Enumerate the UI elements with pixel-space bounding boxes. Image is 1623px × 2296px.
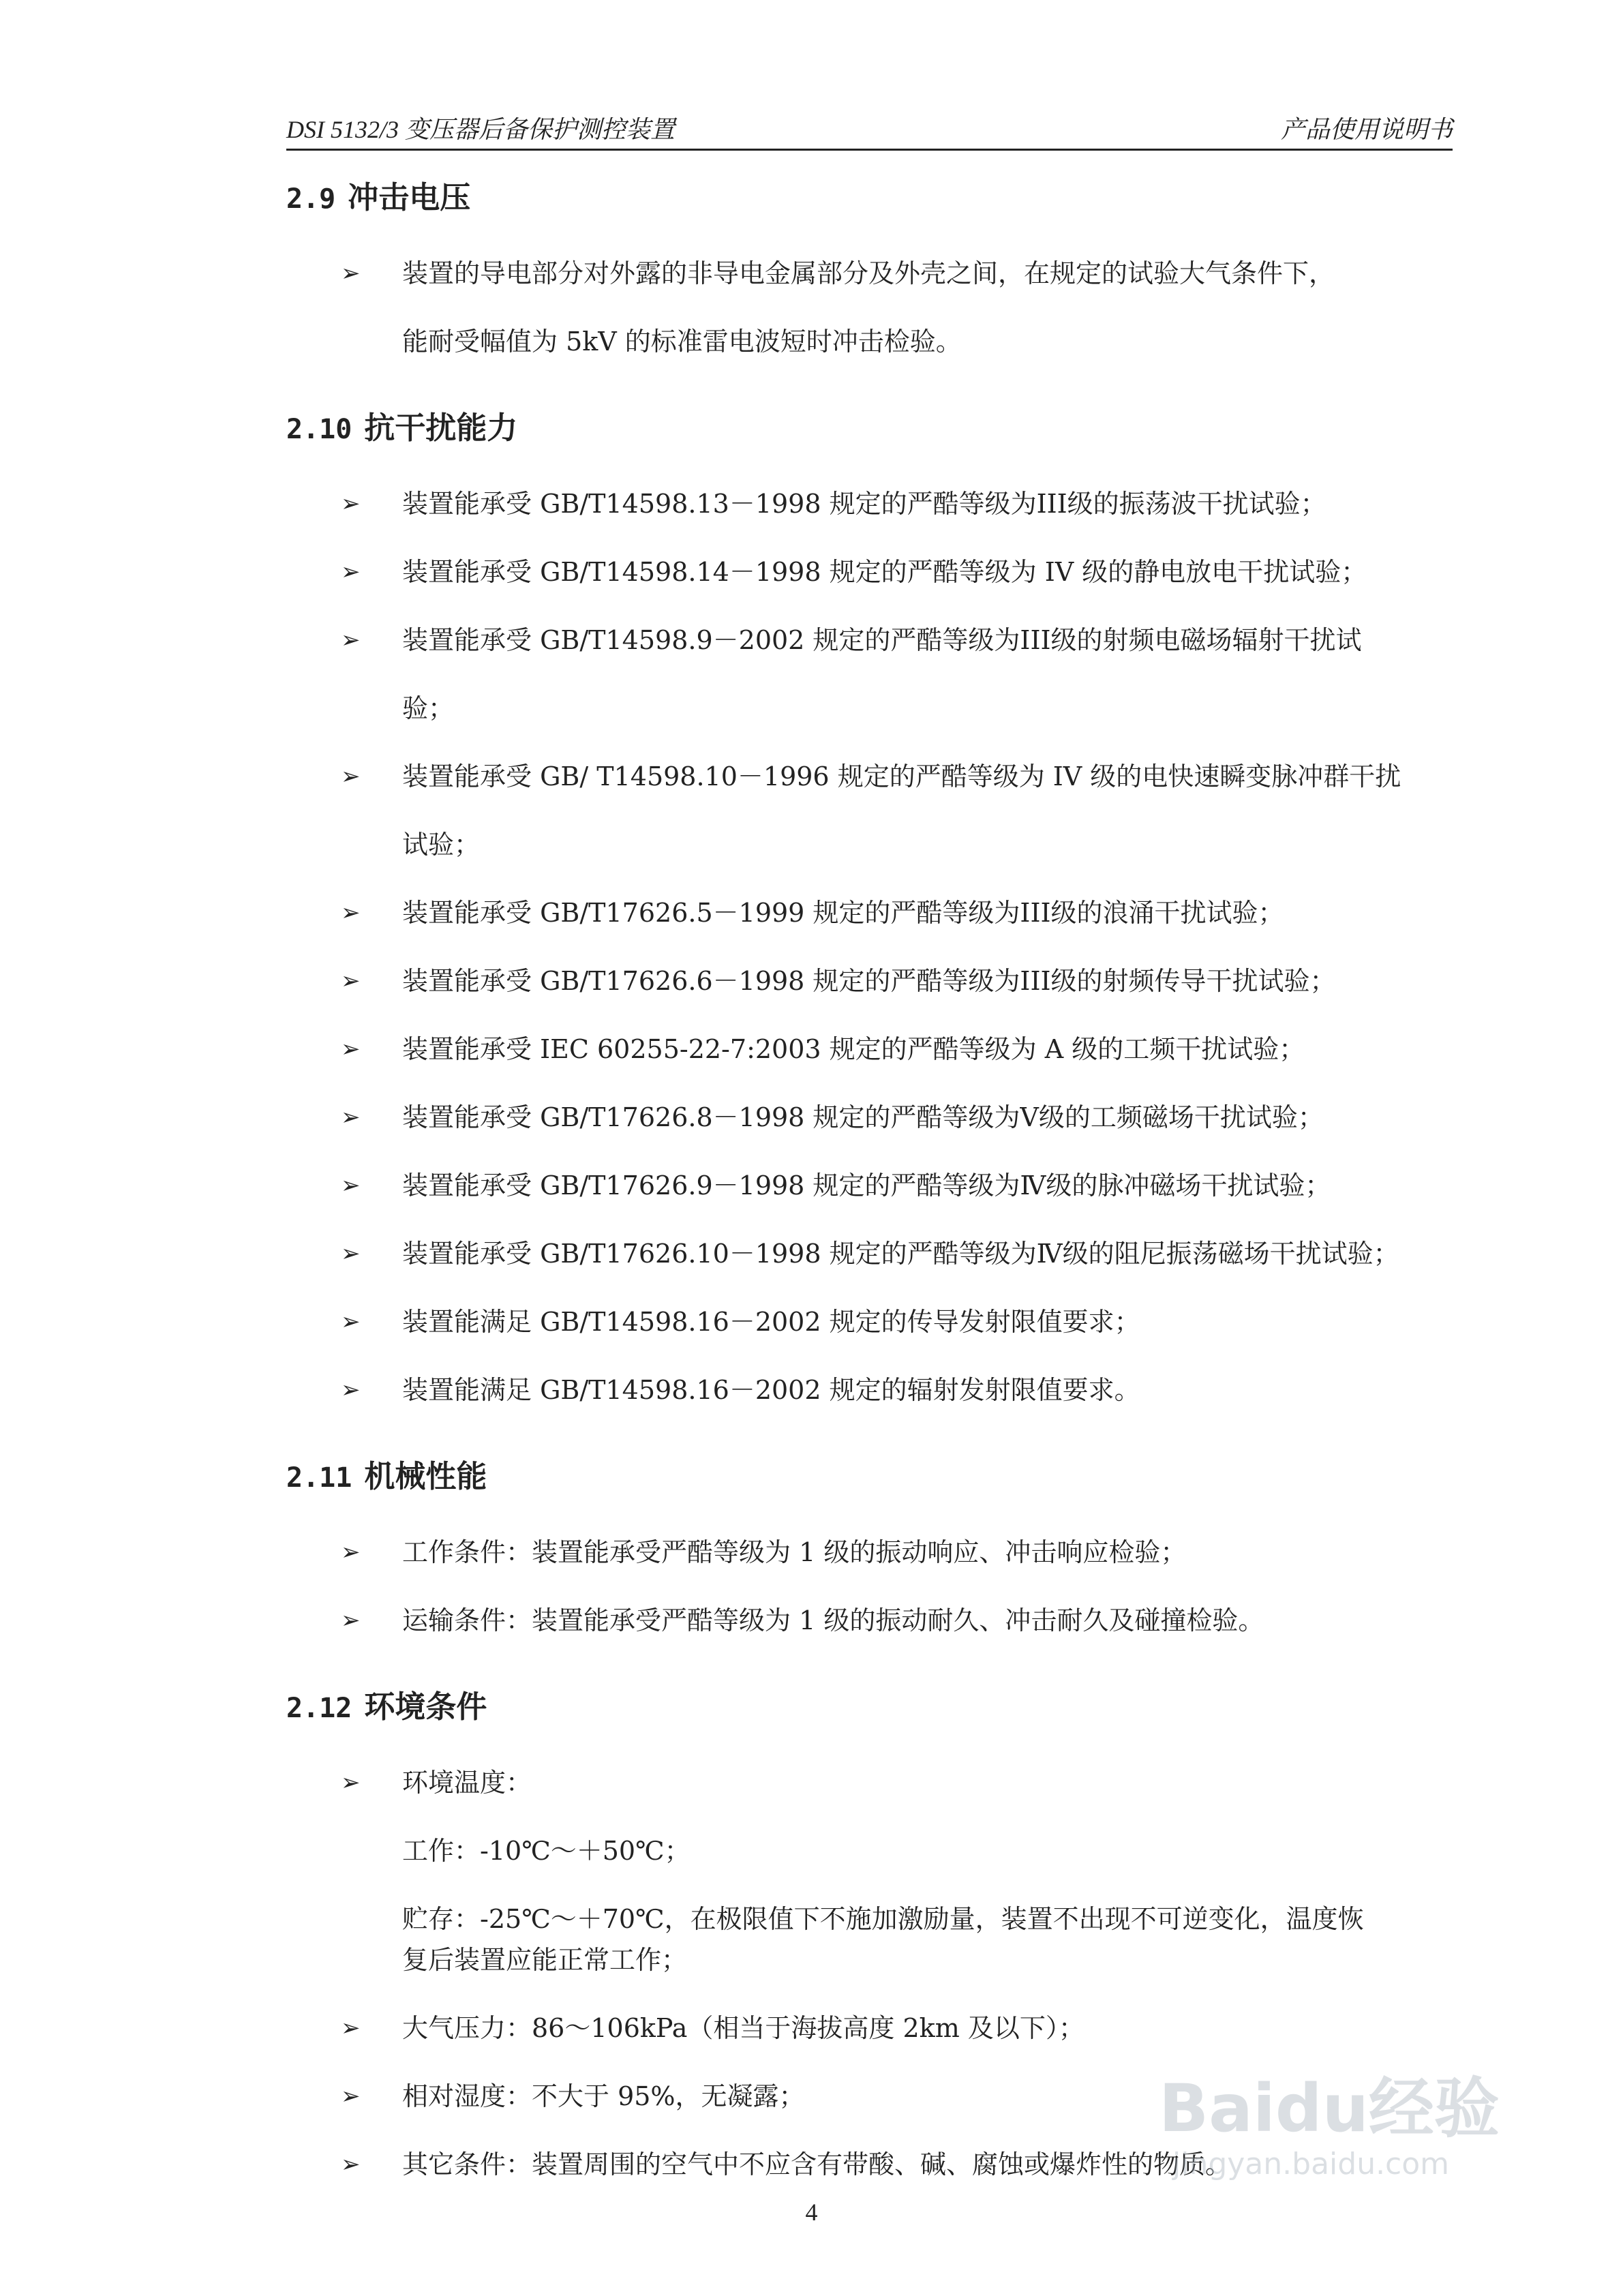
list-item: ➢ 装置能承受 GB/T17626.10－1998 规定的严酷等级为Ⅳ级的阻尼振荡磁场干扰试验； — [286, 1220, 1453, 1288]
list-item: ➢ 装置能承受 GB/T17626.9－1998 规定的严酷等级为Ⅳ级的脉冲磁场干扰试验； — [286, 1151, 1453, 1220]
list-item: ➢ 装置能承受 GB/ T14598.10－1996 规定的严酷等级为 IV 级的电快速瞬变脉冲群干扰 — [286, 742, 1453, 811]
section-list-2-11 — [286, 1518, 1453, 1655]
arrow-bullet-icon: ➢ — [341, 260, 361, 287]
list-item: ➢ 装置能承受 IEC 60255-22-7:2003 规定的严酷等级为 A 级的工频干扰试验； — [286, 1015, 1453, 1083]
arrow-bullet-icon: ➢ — [341, 1308, 361, 1335]
list-item: ➢ 工作条件：装置能承受严酷等级为 1 级的振动响应、冲击响应检验； — [286, 1518, 1453, 1586]
temperature-working-range: 工作：-10℃～＋50℃； — [402, 1836, 691, 1866]
section-title-2-12: 2.12 环境条件 — [286, 1689, 487, 1725]
list-item: ➢ 装置能承受 GB/T17626.8－1998 规定的严酷等级为Ⅴ级的工频磁场干扰试验； — [286, 1083, 1453, 1151]
list-item: ➢ 装置能承受 GB/T14598.14－1998 规定的严酷等级为 IV 级的静电放电干扰试验； — [286, 538, 1453, 606]
baidu-jingyan-watermark — [1159, 2070, 1541, 2181]
list-item-continuation: 验； — [402, 693, 455, 723]
list-item: ➢ 装置能承受 GB/T17626.6－1998 规定的严酷等级为III级的射频传导干扰试验； — [286, 947, 1453, 1015]
section-list-2-10 — [286, 470, 1453, 1424]
temperature-storage-range: 贮存：-25℃～＋70℃，在极限值下不施加激励量，装置不出现不可逆变化，温度恢 — [402, 1904, 1364, 1934]
temperature-storage-continuation: 复后装置应能正常工作； — [402, 1945, 688, 1975]
arrow-bullet-icon: ➢ — [341, 899, 361, 926]
list-item: ➢ 相对湿度：不大于 95%，无凝露； — [286, 2062, 1453, 2130]
list-item: ➢ 装置能承受 GB/T17626.5－1999 规定的严酷等级为III级的浪涌干扰试验； — [286, 879, 1453, 947]
list-item: ➢ 装置能承受 GB/T14598.9－2002 规定的严酷等级为III级的射频电磁场辐射干扰试 — [286, 606, 1453, 674]
section-list-2-9 — [286, 239, 1453, 376]
section-title-2-11: 2.11 机械性能 — [286, 1458, 487, 1494]
section-title-2-10: 2.10 抗干扰能力 — [286, 410, 518, 446]
list-item-continuation: 能耐受幅值为 5kV 的标准雷电波短时冲击检验。 — [402, 327, 962, 357]
arrow-bullet-icon: ➢ — [341, 967, 361, 995]
list-item: ➢ 装置能承受 GB/T14598.13－1998 规定的严酷等级为III级的振荡波干扰试验； — [286, 470, 1453, 538]
arrow-bullet-icon: ➢ — [341, 558, 361, 586]
arrow-bullet-icon: ➢ — [341, 1036, 361, 1063]
arrow-bullet-icon: ➢ — [341, 1376, 361, 1404]
list-item: ➢ 运输条件：装置能承受严酷等级为 1 级的振动耐久、冲击耐久及碰撞检验。 — [286, 1586, 1453, 1655]
arrow-bullet-icon: ➢ — [341, 1539, 361, 1566]
list-item-continuation: 试验； — [402, 830, 481, 860]
page-header — [286, 115, 1453, 151]
arrow-bullet-icon: ➢ — [341, 2083, 361, 2110]
list-item: ➢ 其它条件：装置周围的空气中不应含有带酸、碱、腐蚀或爆炸性的物质。 — [286, 2130, 1453, 2199]
list-item: ➢ 装置的导电部分对外露的非导电金属部分及外壳之间，在规定的试验大气条件下， — [286, 239, 1453, 307]
arrow-bullet-icon: ➢ — [341, 626, 361, 654]
header-document-title: DSI 5132/3 变压器后备保护测控装置 — [286, 116, 675, 143]
arrow-bullet-icon: ➢ — [341, 2151, 361, 2178]
list-item: ➢ 环境温度： — [286, 1749, 1453, 1817]
list-item: ➢ 大气压力：86～106kPa（相当于海拔高度 2km 及以下）； — [286, 1994, 1453, 2062]
arrow-bullet-icon: ➢ — [341, 490, 361, 517]
document-body — [286, 167, 1453, 2199]
header-manual-label: 产品使用说明书 — [1280, 116, 1453, 143]
arrow-bullet-icon: ➢ — [341, 763, 361, 790]
page-number: 4 — [805, 2199, 818, 2226]
arrow-bullet-icon: ➢ — [341, 1172, 361, 1199]
watermark-url-text: jingyan.baidu.com — [1172, 2147, 1450, 2181]
arrow-bullet-icon: ➢ — [341, 1104, 361, 1131]
section-title-2-9: 2.9 冲击电压 — [286, 179, 471, 215]
watermark-brand-text: Baidu经验 — [1159, 2070, 1500, 2147]
arrow-bullet-icon: ➢ — [341, 2014, 361, 2042]
arrow-bullet-icon: ➢ — [341, 1240, 361, 1267]
list-item: ➢ 装置能满足 GB/T14598.16－2002 规定的传导发射限值要求； — [286, 1288, 1453, 1356]
arrow-bullet-icon: ➢ — [341, 1607, 361, 1634]
arrow-bullet-icon: ➢ — [341, 1769, 361, 1796]
list-item: ➢ 装置能满足 GB/T14598.16－2002 规定的辐射发射限值要求。 — [286, 1356, 1453, 1424]
